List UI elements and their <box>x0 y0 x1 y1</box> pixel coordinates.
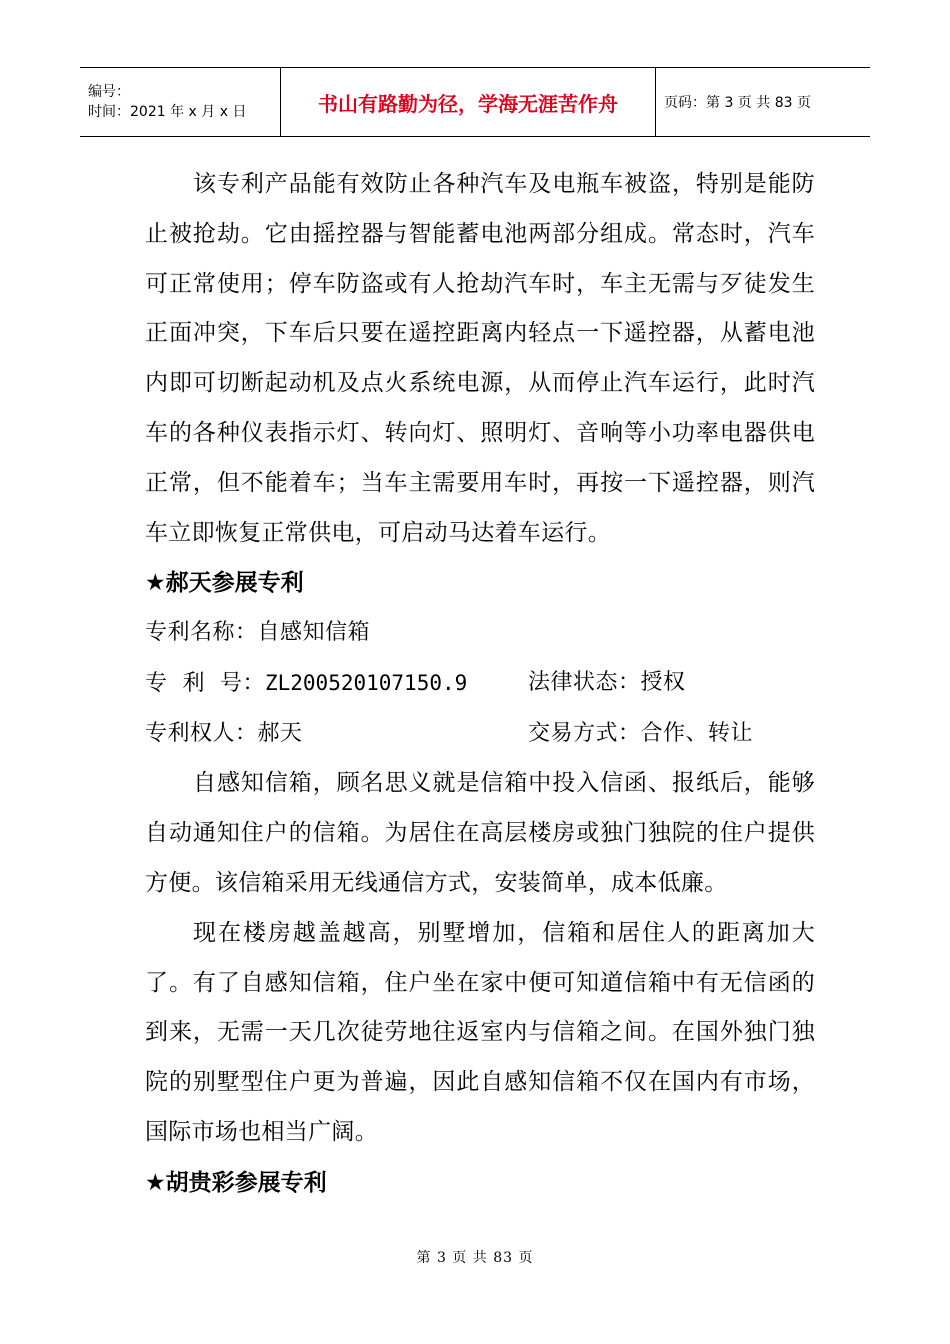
patentee-field: 专利权人：郝天 <box>145 721 303 747</box>
section-heading-haotian: ★郝天参展专利 <box>145 570 304 597</box>
document-body <box>145 160 815 1208</box>
page-header <box>80 67 870 137</box>
trade-mode-field: 交易方式：合作、转让 <box>528 721 754 747</box>
patentee-row <box>145 709 815 759</box>
patent-name-field: 专利名称：自感知信箱 <box>145 620 371 646</box>
legal-status-field: 法律状态：授权 <box>528 670 686 696</box>
patent-number-row <box>145 658 815 709</box>
patent-number-field <box>145 658 528 709</box>
doc-time-label: 时间：2021 年 x 月 x 日 <box>88 104 247 120</box>
header-page-number: 页码：第 3 页 共 83 页 <box>664 95 811 111</box>
page-footer: 第 3 页 共 83 页 <box>416 1250 534 1266</box>
header-motto: 书山有路勤为径，学海无涯苦作舟 <box>281 68 656 136</box>
patent-number-label: 专 利 号： <box>145 671 265 697</box>
header-meta <box>80 68 281 136</box>
paragraph-anti-theft: 该专利产品能有效防止各种汽车及电瓶车被盗，特别是能防止被抢劫。它由摇控器与智能蓄电池两部分组成。常态时，汽车可正常使用；停车防盗或有人抢劫汽车时，车主无需与歹徒发生正面冲突，下车后只要在遥控距离内轻点一下遥控器，从蓄电池内即可切断起动机及点火系统电源，从而停止汽车运行，此时汽车的各种仪表指示灯、转向灯、照明灯、音响等小功率电器供电正常，但不能着车；当车主需要用车时，再按一下遥控器，则汽车立即恢复正常供电，可启动马达着车运行。 <box>145 171 815 546</box>
section-heading-huguicai: ★胡贵彩参展专利 <box>145 1169 327 1196</box>
doc-number-label: 编号： <box>88 84 130 100</box>
paragraph-mailbox-market: 现在楼房越盖越高，别墅增加，信箱和居住人的距离加大了。有了自感知信箱，住户坐在家中便可知道信箱中有无信函的到来，无需一天几次徒劳地往返室内与信箱之间。在国外独门独院的别墅型住户更为普遍，因此自感知信箱不仅在国内有市场，国际市场也相当广阔。 <box>145 919 815 1145</box>
patent-number-value: ZL200520107150.9 <box>264 671 468 696</box>
paragraph-mailbox-intro: 自感知信箱，顾名思义就是信箱中投入信函、报纸后，能够自动通知住户的信箱。为居住在高层楼房或独门独院的住户提供方便。该信箱采用无线通信方式，安装简单，成本低廉。 <box>145 770 815 896</box>
